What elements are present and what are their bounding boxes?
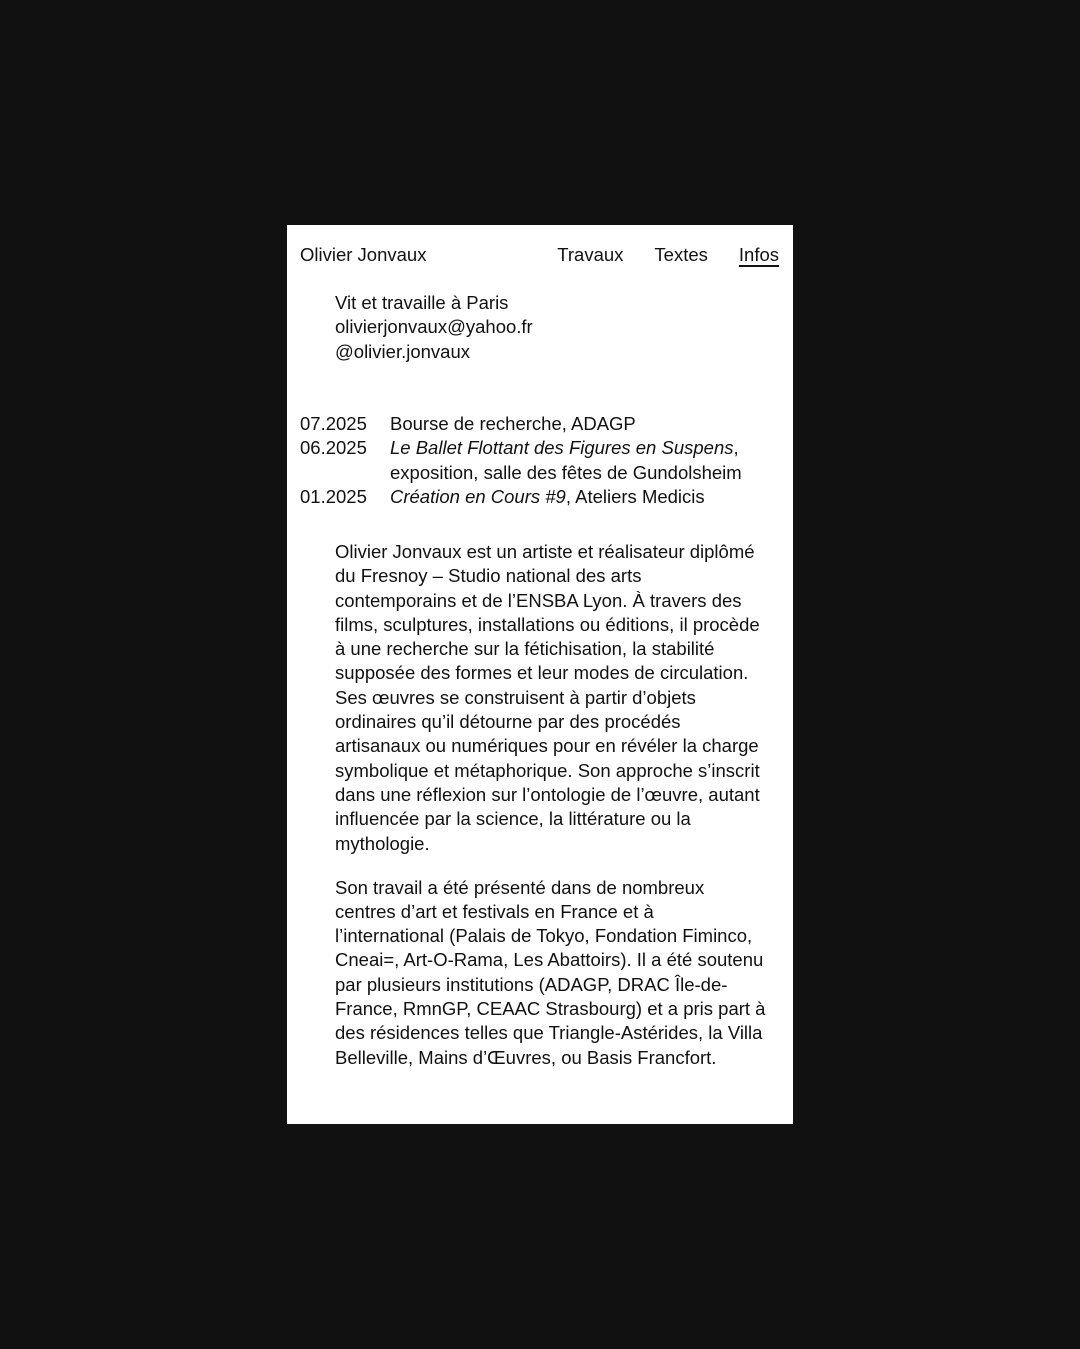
cv-date: 01.2025: [300, 485, 367, 507]
bio-paragraph: Son travail a été présenté dans de nombreux centres d’art et festivals en France et à l’international (Palais de Tokyo, Fondation Fiminco, Cneai=, Art-O-Rama, Les Abattoirs). Il a été soutenu par plusieurs institutions (ADAGP, DRAC Île-de- France, RmnGP, CEAAC Strasbourg) et a pris part à des résidences telles que Triangle-Astérides, la Villa Belleville, Mains d’Œuvres, ou Basis Francfort.: [335, 876, 766, 1068]
cv-row: [300, 436, 780, 485]
nav-link-textes[interactable]: Textes: [654, 244, 708, 265]
cv-entry-title: Le Ballet Flottant des Figures en Suspens: [390, 437, 734, 459]
cv-row: [300, 485, 780, 509]
contact-block: [335, 291, 533, 364]
email-link[interactable]: olivierjonvaux@yahoo.fr: [335, 316, 533, 338]
location-text: Vit et travaille à Paris: [335, 292, 509, 313]
cv-entry-text: , exposition, salle des fêtes de Gundolsheim: [390, 437, 742, 483]
page-frame: [287, 225, 793, 1124]
cv-entry-text: , Ateliers Medicis: [565, 485, 705, 507]
cv-entry: [390, 436, 780, 485]
cv-list: [300, 412, 780, 509]
main-nav: [557, 243, 779, 267]
nav-link-infos[interactable]: Infos: [738, 244, 779, 265]
cv-date: 07.2025: [300, 413, 367, 434]
cv-date: 06.2025: [300, 437, 367, 459]
nav-link-travaux[interactable]: Travaux: [557, 244, 624, 265]
cv-row: [300, 412, 780, 436]
bio: [335, 540, 781, 1090]
bio-paragraph: Olivier Jonvaux est un artiste et réalisateur diplômé du Fresnoy – Studio national des arts contemporains et de l’ENSBA Lyon. À travers des films, sculptures, installations ou éditions, il procède à une recherche sur la fétichisation, la stabilité supposée des formes et leur modes de circulation. Ses œuvres se construisent à partir d’objets ordinaires qu’il détourne par des procédés artisanaux ou numériques pour en révéler la charge symbolique et métaphorique. Son approche s’inscrit dans une réflexion sur l’ontologie de l’œuvre, autant influencée par la science, la littérature ou la mythologie.: [335, 541, 760, 854]
site-title[interactable]: Olivier Jonvaux: [300, 244, 427, 265]
cv-entry: [390, 485, 780, 509]
cv-entry-title: Création en Cours #9: [390, 485, 566, 507]
instagram-link[interactable]: @olivier.jonvaux: [335, 340, 470, 362]
cv-entry-text: Bourse de recherche, ADAGP: [390, 413, 636, 434]
